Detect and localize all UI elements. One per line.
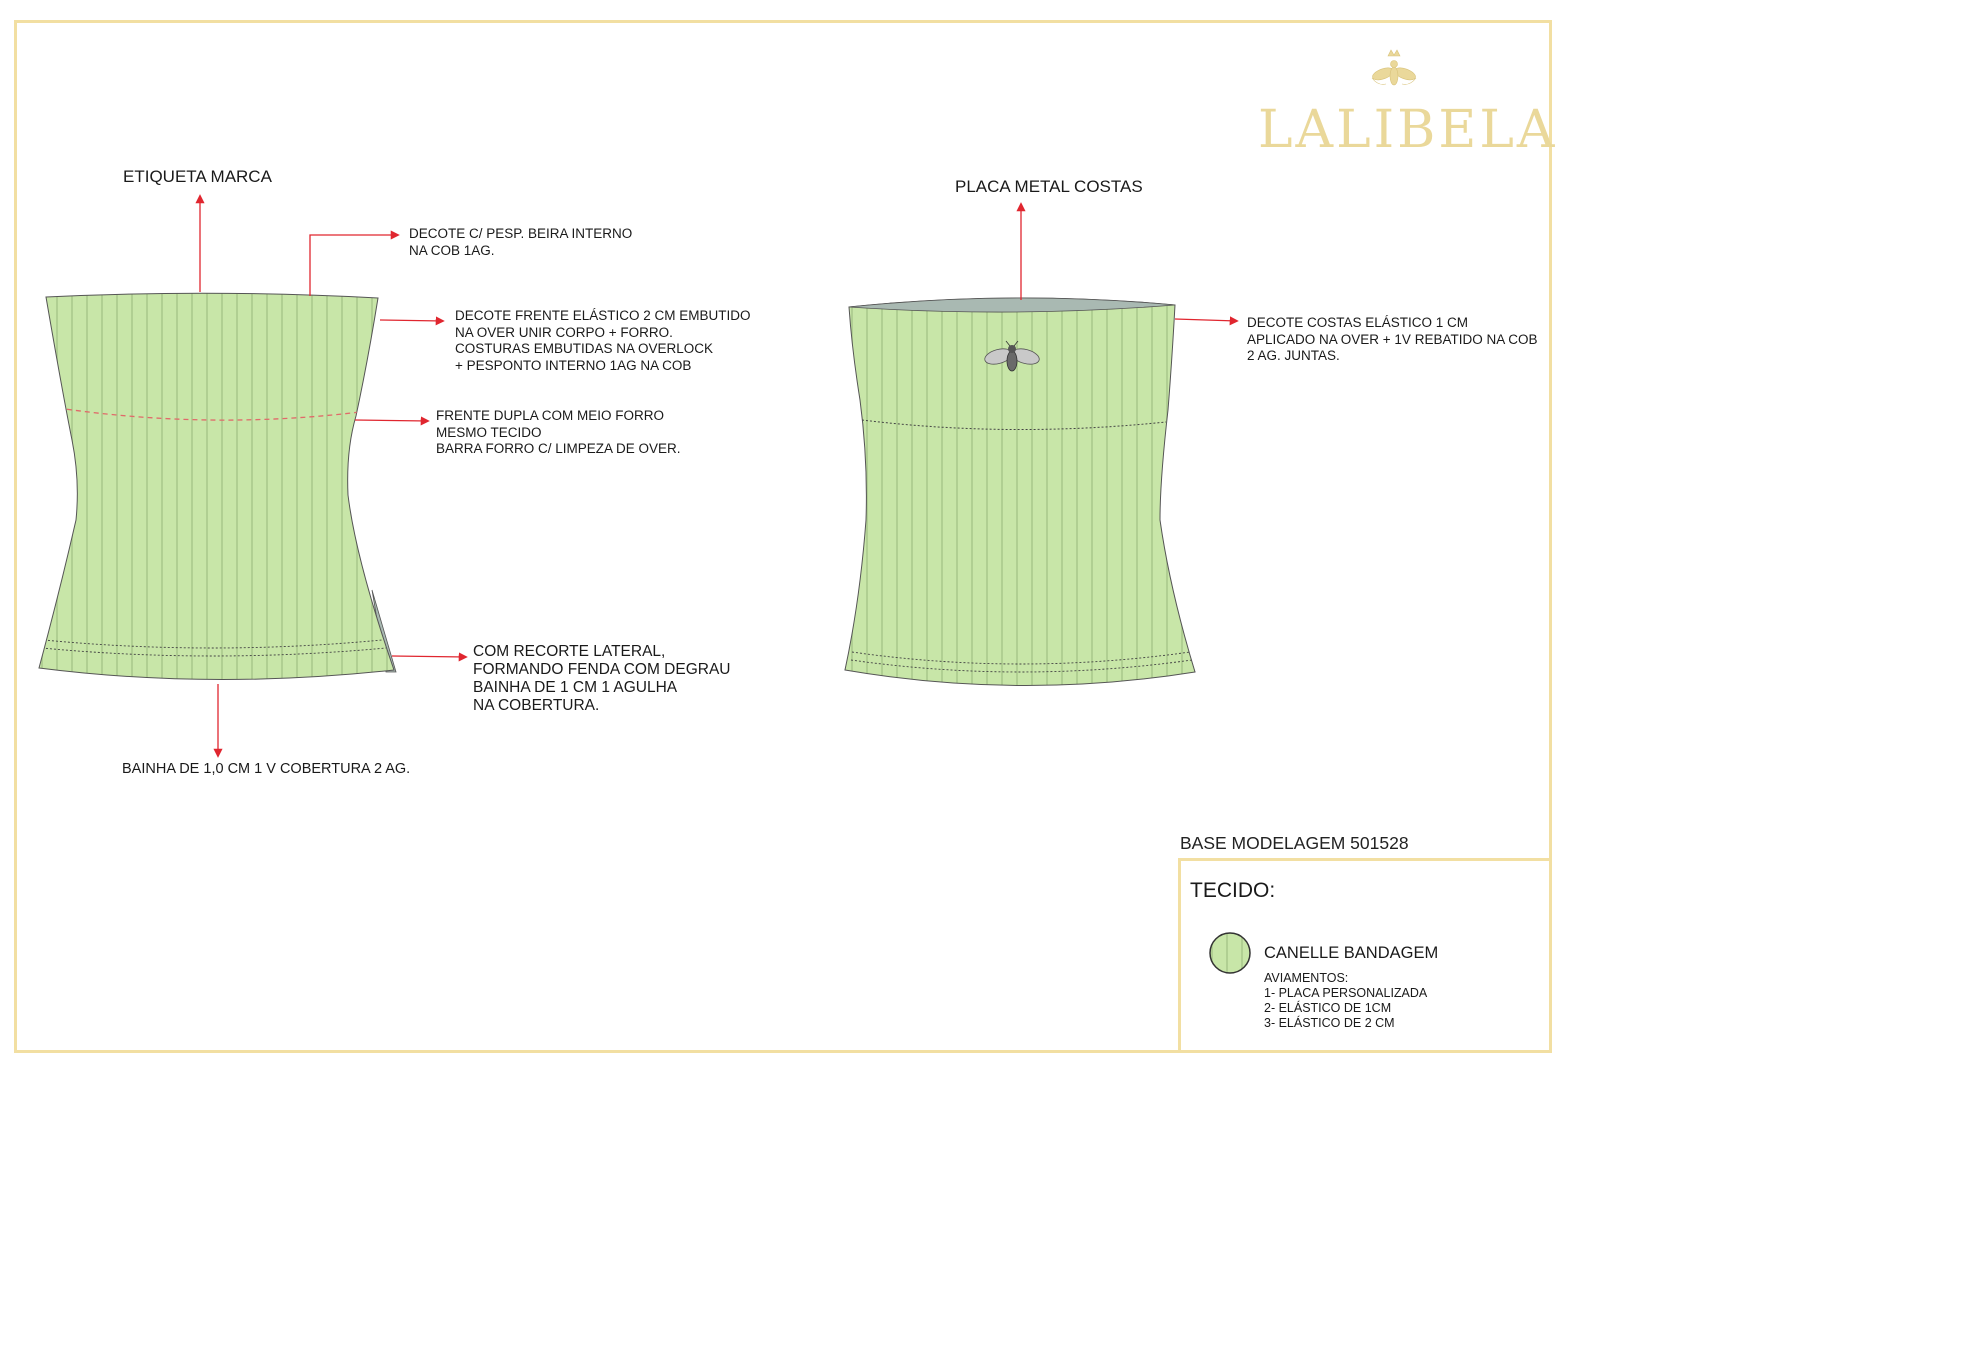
front-neckline-note: DECOTE C/ PESP. BEIRA INTERNO NA COB 1AG. — [409, 226, 633, 258]
front-body — [39, 293, 394, 679]
front-slit-note: COM RECORTE LATERAL, FORMANDO FENDA COM DEGRAU BAINHA DE 1 CM 1 AGULHA NA COBERTURA. — [473, 643, 731, 714]
fabric-name: CANELLE BANDAGEM — [1264, 944, 1439, 962]
model-reference: BASE MODELAGEM 501528 — [1180, 833, 1409, 853]
back-elastic-note: DECOTE COSTAS ELÁSTICO 1 CM APLICADO NA OVER + 1V REBATIDO NA COB 2 AG. JUNTAS. — [1247, 315, 1538, 363]
arrow-frente-dupla — [355, 420, 428, 421]
brand-logo: LALIBELA — [1258, 100, 1558, 160]
fabric-heading: TECIDO: — [1190, 879, 1276, 902]
front-garment — [39, 293, 396, 679]
arrow-decote-pesp — [310, 235, 398, 296]
front-lining-note: FRENTE DUPLA COM MEIO FORRO MESMO TECIDO BARRA FORRO C/ LIMPEZA DE OVER. — [436, 408, 681, 456]
front-elastic-note: DECOTE FRENTE ELÁSTICO 2 CM EMBUTIDO NA OVER UNIR CORPO + FORRO. COSTURAS EMBUTIDAS NA OVERLOCK + PESPONTO INTERNO 1AG NA COB — [455, 308, 751, 373]
arrow-decote-elastico — [380, 320, 443, 321]
front-top-label: ETIQUETA MARCA — [123, 167, 272, 186]
back-garment — [845, 298, 1195, 686]
arrow-recorte-lateral — [392, 656, 466, 657]
trims-list: AVIAMENTOS: 1- PLACA PERSONALIZADA 2- ELÁSTICO DE 1CM 3- ELÁSTICO DE 2 CM — [1264, 971, 1428, 1030]
back-top-label: PLACA METAL COSTAS — [955, 177, 1143, 196]
front-hem-note: BAINHA DE 1,0 CM 1 V COBERTURA 2 AG. — [122, 761, 411, 777]
bee-crest-icon — [1371, 50, 1417, 85]
arrow-decote-costas — [1175, 319, 1237, 321]
